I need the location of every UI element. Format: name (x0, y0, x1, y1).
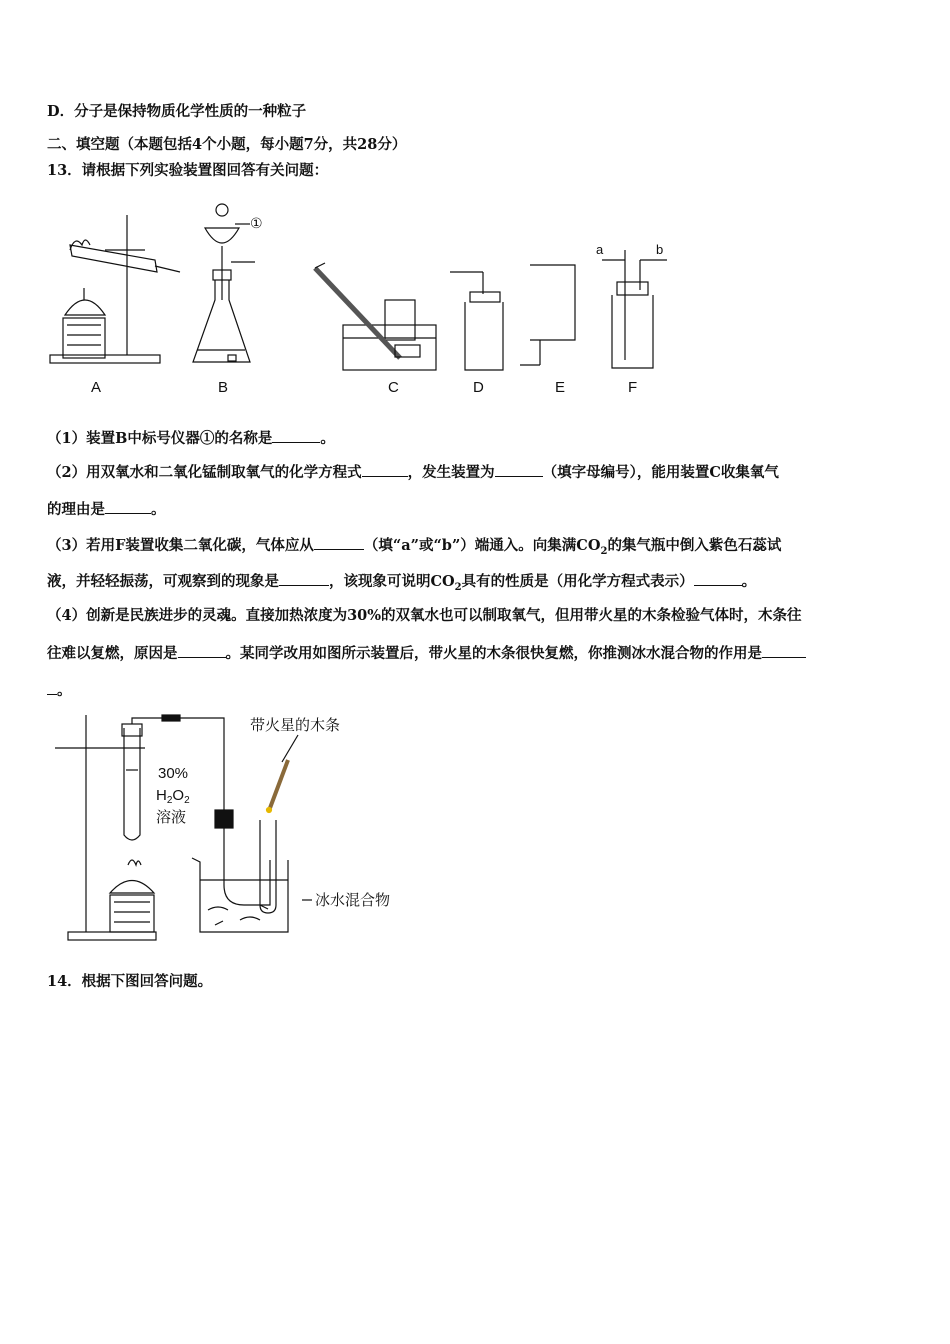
answer-blank[interactable] (272, 428, 320, 443)
subscript: 2 (454, 581, 462, 593)
ice-bath-figure (50, 710, 430, 950)
q4-text-b: 往难以复燃，原因是 (47, 645, 178, 662)
label-h2o2: $H_2O_2$ (156, 787, 190, 806)
answer-blank[interactable] (105, 499, 151, 514)
label-f: F (628, 379, 638, 396)
sub-question-4-cont (47, 643, 806, 664)
sub-question-1 (47, 428, 335, 449)
answer-blank[interactable] (362, 462, 408, 477)
port-a: a (596, 242, 604, 257)
q1-end: 。 (320, 430, 335, 447)
apparatus-c (315, 263, 436, 370)
apparatus-figure (45, 190, 685, 400)
label-c: C (388, 379, 399, 396)
label-solution: 溶液 (156, 809, 187, 826)
sub-question-3-cont (47, 571, 756, 598)
section-heading: 二、填空题（本题包括4个小题，每小题7分，共28分） (47, 136, 407, 153)
question-14: 14．根据下图回答问题。 (47, 973, 213, 990)
answer-blank[interactable] (495, 462, 543, 477)
q1-text: （1）装置B中标号仪器①的名称是 (47, 430, 273, 447)
marker-1: ① (250, 215, 263, 231)
sub-question-2-cont (47, 499, 166, 520)
apparatus-a (50, 215, 180, 363)
q3-text-b: （填“a”或“b”）端通入。向集满CO (363, 537, 601, 554)
label-d: D (473, 379, 484, 396)
q3-text-c: 的集气瓶中倒入紫色石蕊试 (607, 537, 782, 554)
label-b: B (218, 379, 229, 396)
subscript: 2 (600, 545, 608, 557)
answer-blank[interactable] (279, 571, 329, 586)
q2-text-d: 的理由是 (47, 501, 105, 518)
q3-end: 。 (741, 573, 757, 590)
apparatus-e (520, 265, 575, 365)
q3-text: （3）若用F装置收集二氧化碳，气体应从 (47, 537, 314, 554)
label-ice-water: 冰水混合物 (315, 892, 391, 909)
port-b: b (656, 242, 664, 257)
answer-blank[interactable] (178, 643, 226, 658)
sub-question-4-end (47, 680, 72, 701)
option-d: D．分子是保持物质化学性质的一种粒子 (47, 103, 307, 120)
answer-blank[interactable] (762, 643, 806, 658)
q4-text: （4）创新是民族进步的灵魂。直接加热浓度为30%的双氧水也可以制取氧气，但用带火星的木条检验气体时，木条往 (47, 607, 802, 624)
label-a: A (91, 379, 102, 396)
q3-text-f: 具有的性质是（用化学方程式表示） (461, 573, 694, 590)
sub-question-2 (47, 462, 779, 483)
q4-text-c: 。某同学改用如图所示装置后，带火星的木条很快复燃，你推测冰水混合物的作用是 (225, 645, 762, 662)
label-e: E (555, 379, 566, 396)
q2-text: （2）用双氧水和二氧化锰制取氧气的化学方程式 (47, 464, 362, 481)
sub-question-4 (47, 606, 802, 626)
q2-end: 。 (151, 501, 166, 518)
question-13: 13．请根据下列实验装置图回答有关问题： (47, 162, 329, 179)
q4-end: 。 (57, 682, 72, 699)
label-splint: 带火星的木条 (250, 717, 341, 734)
apparatus-b (193, 204, 255, 362)
apparatus-f (602, 250, 667, 368)
q3-text-d: 液，并轻轻振荡，可观察到的现象是 (47, 573, 279, 590)
q3-text-e: ，该现象可说明CO (329, 573, 455, 590)
apparatus-d (450, 272, 503, 370)
answer-blank[interactable] (314, 535, 364, 550)
answer-blank[interactable] (47, 680, 57, 695)
label-concentration: 30% (158, 765, 189, 782)
sub-question-3 (47, 535, 781, 562)
answer-blank[interactable] (694, 571, 742, 586)
q2-text-b: ，发生装置为 (407, 464, 495, 481)
q2-text-c: （填字母编号），能用装置C收集氧气 (542, 464, 779, 481)
